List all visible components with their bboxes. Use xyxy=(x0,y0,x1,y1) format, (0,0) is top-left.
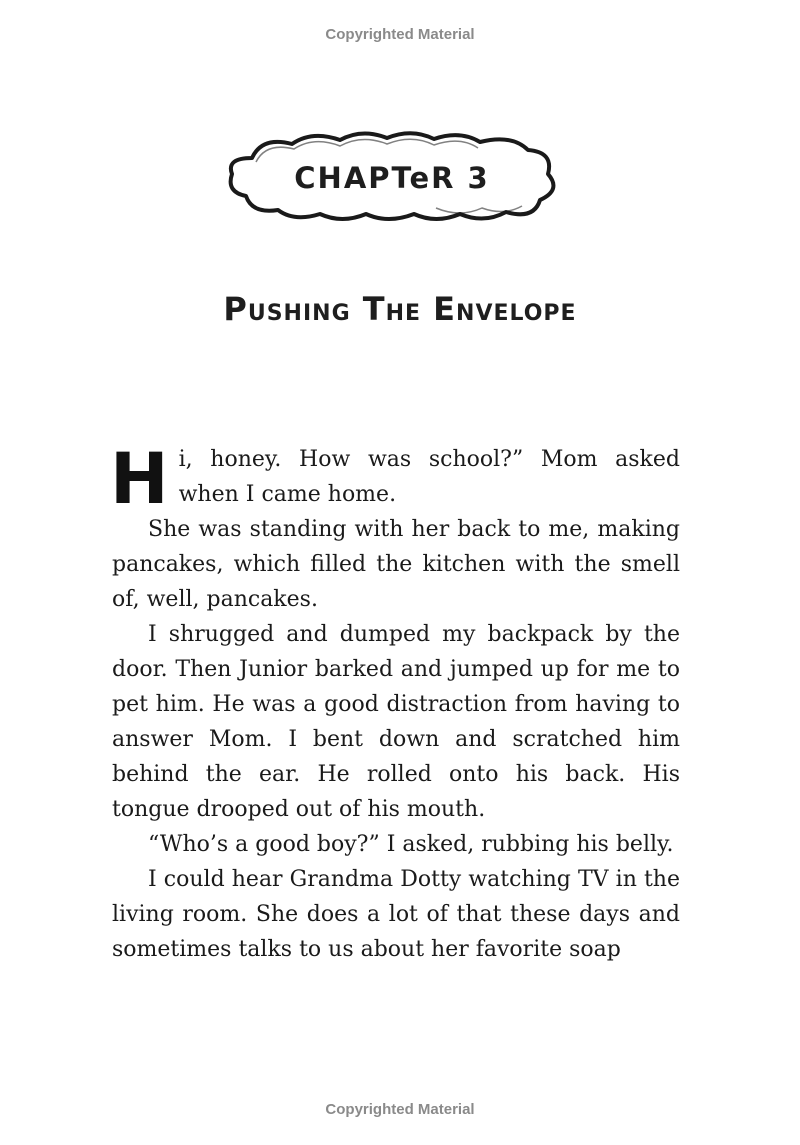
drop-cap: H xyxy=(110,438,169,520)
paragraph: She was standing with her back to me, making pancakes, which filled the kitchen with the smell of, well, pancakes. xyxy=(112,517,680,612)
copyright-watermark-bottom: Copyrighted Material xyxy=(325,1101,475,1118)
chapter-title: Pushing The Envelope xyxy=(223,290,577,328)
chapter-number-label: CHAPTeR 3 xyxy=(294,161,490,195)
paragraph-first-text: i, honey. How was school?” Mom asked when I came home. xyxy=(178,447,680,507)
paragraph: I shrugged and dumped my backpack by the door. Then Junior barked and jumped up for me to pet him. He was a good distraction from having to answer Mom. I bent down and scratched him behind the ear. He rolled onto his back. His tongue drooped out of his mouth. xyxy=(112,622,680,822)
paragraph: I could hear Grandma Dotty watching TV in the living room. She does a lot of that these days and sometimes talks to us about her favorite soap xyxy=(112,867,680,962)
paragraph-first xyxy=(110,438,680,520)
copyright-watermark-top: Copyrighted Material xyxy=(325,26,475,43)
chapter-badge xyxy=(222,128,562,224)
story-body xyxy=(110,438,680,967)
paragraph: “Who’s a good boy?” I asked, rubbing his belly. xyxy=(148,832,674,857)
